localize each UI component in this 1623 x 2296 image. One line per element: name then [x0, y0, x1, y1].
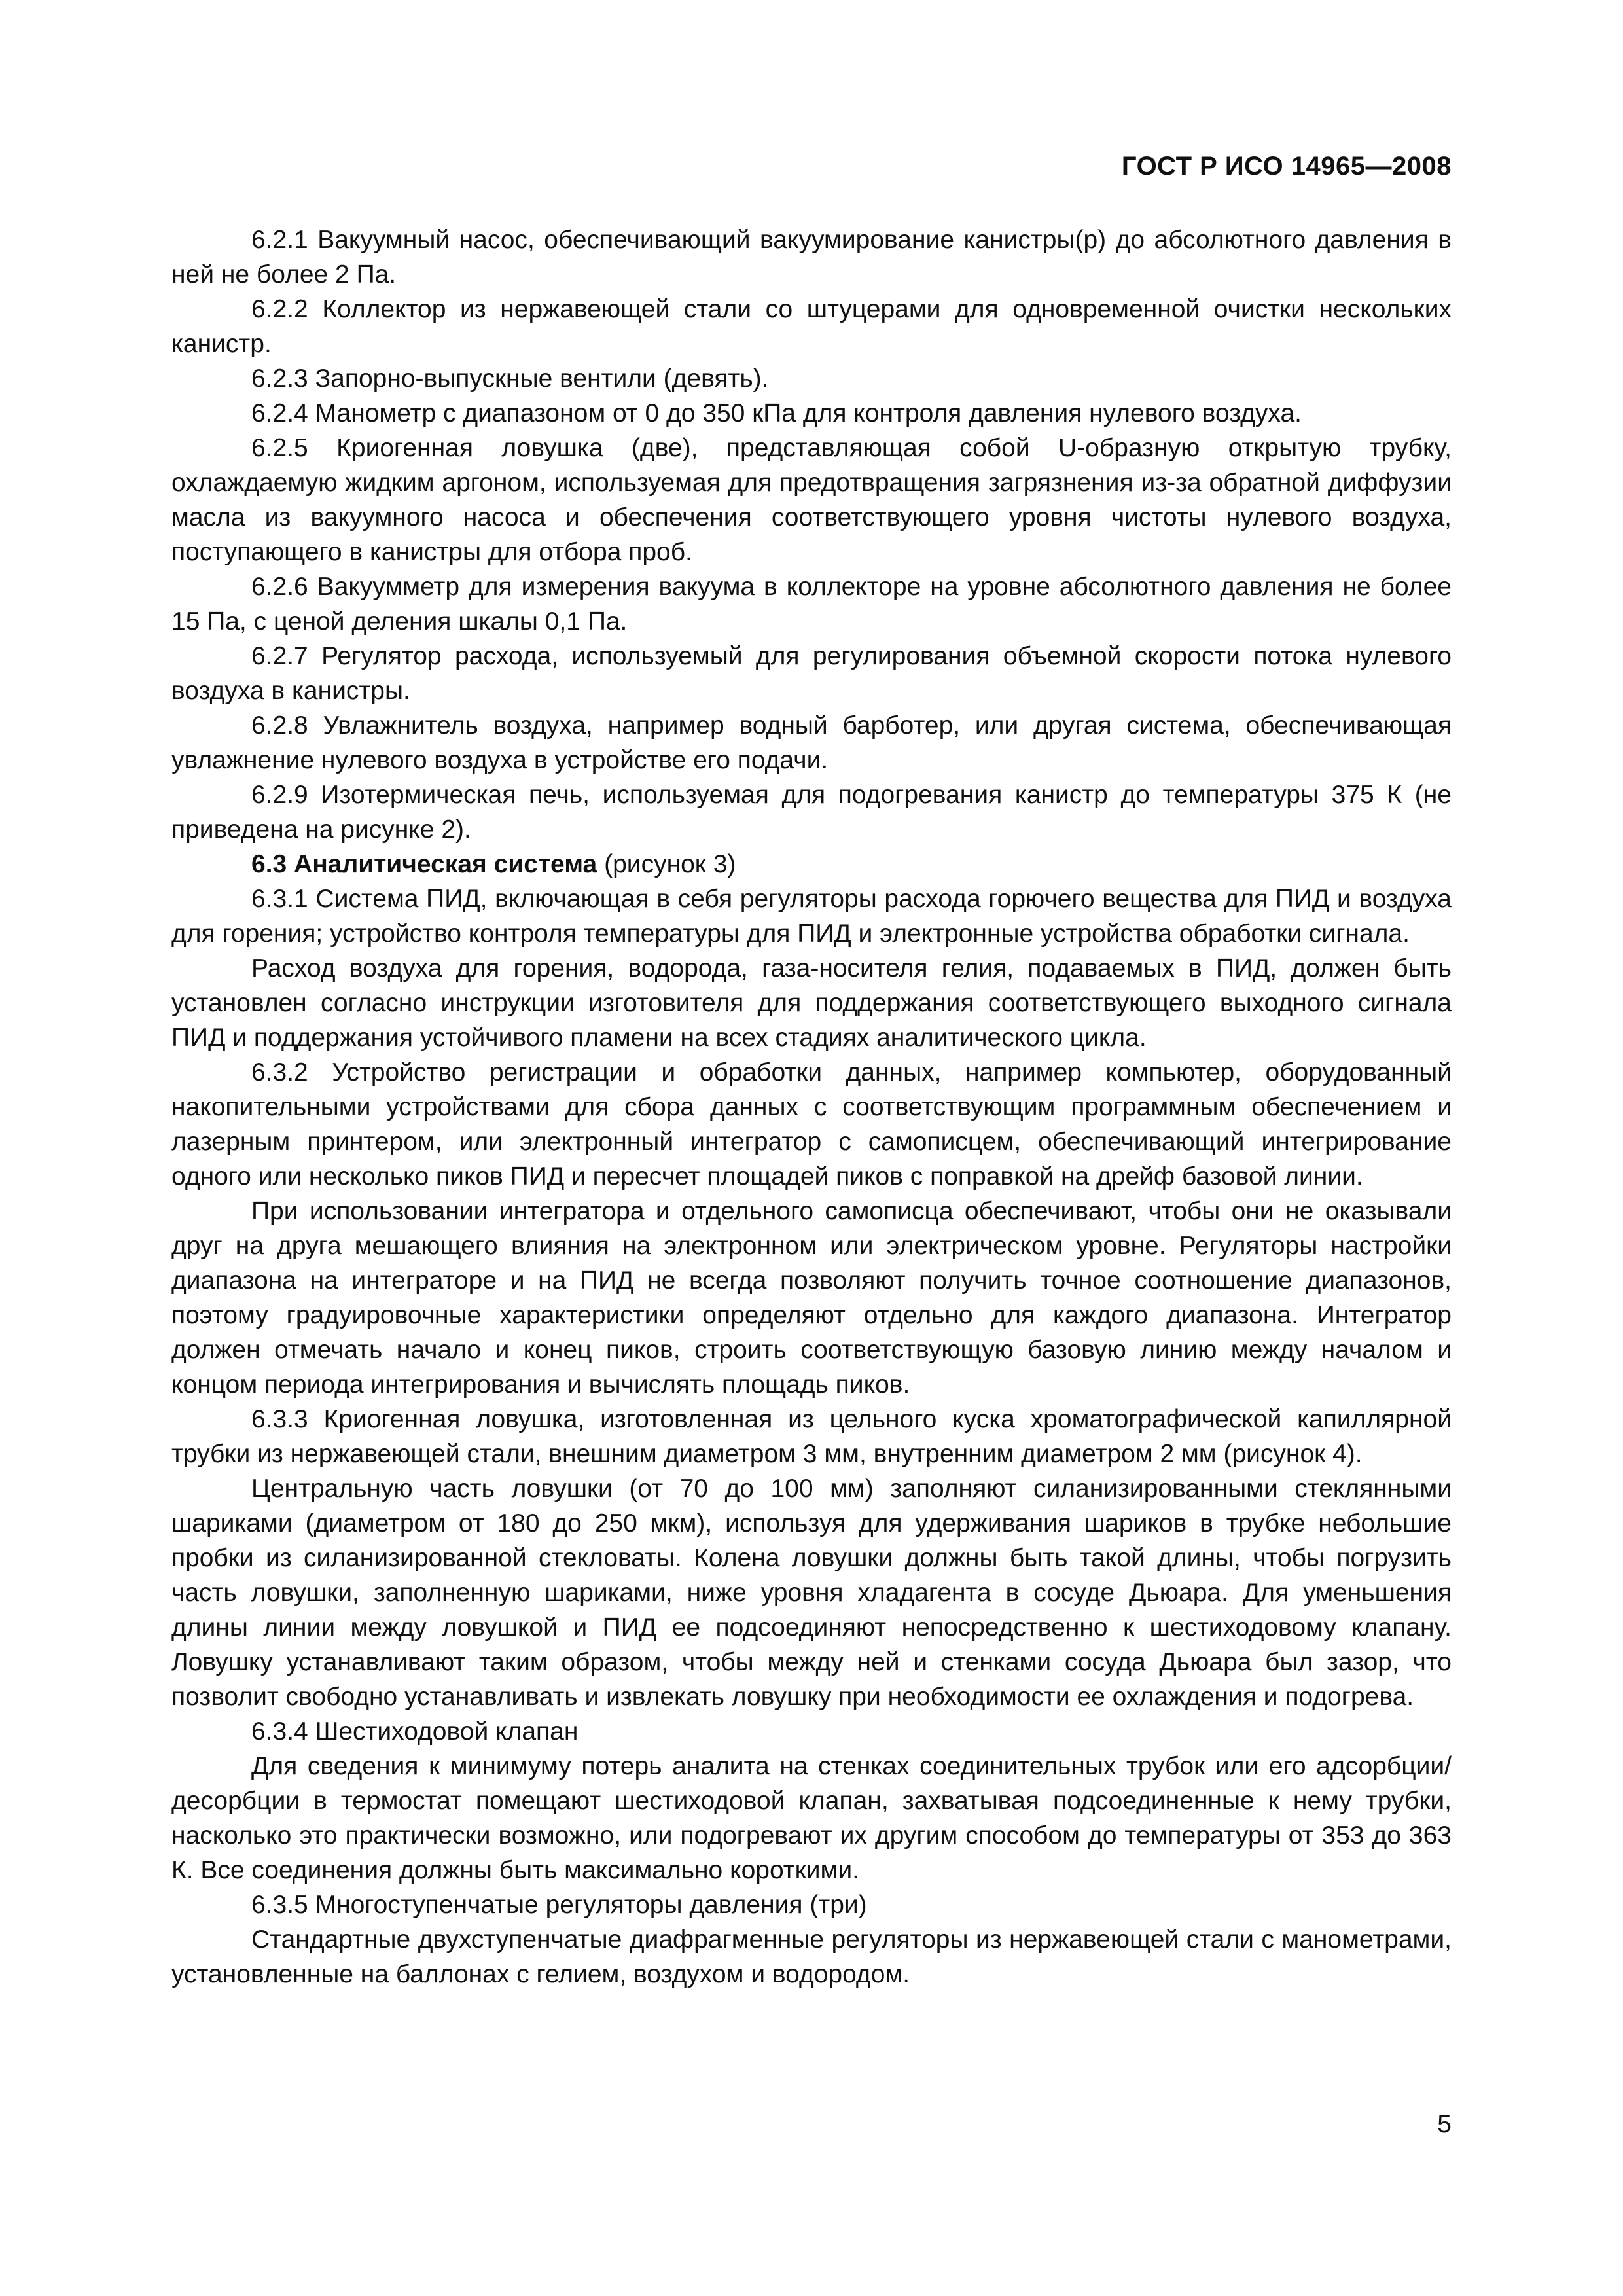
section-heading-bold: 6.3 Аналитическая система: [251, 850, 597, 878]
section-heading-6-3: [171, 847, 1452, 882]
paragraph-6-2-9: 6.2.9 Изотермическая печь, используемая для подогревания канистр до температуры 375 К (не приведена на рисунке 2).: [171, 781, 1452, 844]
paragraph-6-2-4: 6.2.4 Манометр с диапазоном от 0 до 350 кПа для контроля давления нулевого воздуха.: [251, 399, 1302, 427]
page-number: 5: [1437, 2110, 1452, 2138]
paragraph-6-2-3: 6.2.3 Запорно-выпускные вентили (девять).: [251, 365, 769, 393]
paragraph-regulators: Стандартные двухступенчатые диафрагменные регуляторы из нержавеющей стали с манометрами, установленные на баллонах с гелием, воздухом и водородом.: [171, 1926, 1452, 1988]
paragraph-6-3-1: 6.3.1 Система ПИД, включающая в себя регуляторы расхода горючего вещества для ПИД и воздуха для горения; устройство контроля температуры для ПИД и электронные устройства обработки сигнала.: [171, 885, 1452, 948]
paragraph-6-3-4: 6.3.4 Шестиходовой клапан: [251, 1717, 579, 1746]
paragraph-6-2-7: 6.2.7 Регулятор расхода, используемый для регулирования объемной скорости потока нулевого воздуха в канистры.: [171, 642, 1452, 705]
section-heading-rest: (рисунок 3): [597, 850, 736, 878]
paragraph-6-2-8: 6.2.8 Увлажнитель воздуха, например водный барботер, или другая система, обеспечивающая увлажнение нулевого воздуха в устройстве его подачи.: [171, 711, 1452, 774]
document-body: [171, 223, 1452, 1992]
paragraph-6-2-1: 6.2.1 Вакуумный насос, обеспечивающий вакуумирование канистры(р) до абсолютного давления в ней не более 2 Па.: [171, 226, 1452, 289]
paragraph-integrator: При использовании интегратора и отдельного самописца обеспечивают, чтобы они не оказывали друг на друга мешающего влияния на электронном или электрическом уровне. Регуляторы настройки диапазона на интеграторе и на ПИД не всегда позволяют получить точное соотношение диапазонов, поэтому градуировочные характеристики определяют отдельно для каждого диапазона. Интегратор должен отмечать начало и конец пиков, строить соответствующую базовую линию между началом и концом периода интегрирования и вычислять площадь пиков.: [171, 1197, 1452, 1399]
paragraph-6-3-3: 6.3.3 Криогенная ловушка, изготовленная из цельного куска хроматографической капиллярной трубки из нержавеющей стали, внешним диаметром 3 мм, внутренним диаметром 2 мм (рисунок 4).: [171, 1405, 1452, 1468]
paragraph-six-way-valve: Для сведения к минимуму потерь аналита на стенках соединительных трубок или его адсорбции/десорбции в термостат помещают шестиходовой клапан, захватывая подсоединенные к нему трубки, насколько это практически возможно, или подогревают их другим способом до температуры от 353 до 363 К. Все соединения должны быть максимально короткими.: [171, 1752, 1452, 1884]
document-header: ГОСТ Р ИСО 14965—2008: [1121, 152, 1452, 181]
paragraph-trap-center: Центральную часть ловушки (от 70 до 100 мм) заполняют силанизированными стеклянными шариками (диаметром от 180 до 250 мкм), используя для удерживания шариков в трубке небольшие пробки из силанизированной стекловаты. Колена ловушки должны быть такой длины, чтобы погрузить часть ловушки, заполненную шариками, ниже уровня хладагента в сосуде Дьюара. Для уменьшения длины линии между ловушкой и ПИД ее подсоединяют непосредственно к шестиходовому клапану. Ловушку устанавливают таким образом, чтобы между ней и стенками сосуда Дьюара был зазор, что позволит свободно устанавливать и извлекать ловушку при необходимости ее охлаждения и подогрева.: [171, 1475, 1452, 1711]
paragraph-6-2-6: 6.2.6 Вакуумметр для измерения вакуума в коллекторе на уровне абсолютного давления не более 15 Па, с ценой деления шкалы 0,1 Па.: [171, 573, 1452, 636]
paragraph-6-2-5: 6.2.5 Криогенная ловушка (две), представляющая собой U-образную открытую трубку, охлаждаемую жидким аргоном, используемая для предотвращения загрязнения из-за обратной диффузии масла из вакуумного насоса и обеспечения соответствующего уровня чистоты нулевого воздуха, поступающего в канистры для отбора проб.: [171, 434, 1452, 566]
paragraph-6-3-2: 6.3.2 Устройство регистрации и обработки данных, например компьютер, оборудованный накопительными устройствами для сбора данных с соответствующим программным обеспечением и лазерным принтером, или электронный интегратор с самописцем, обеспечивающий интегрирование одного или несколько пиков ПИД и пересчет площадей пиков с поправкой на дрейф базовой линии.: [171, 1058, 1452, 1191]
paragraph-6-2-2: 6.2.2 Коллектор из нержавеющей стали со штуцерами для одновременной очистки нескольких канистр.: [171, 295, 1452, 358]
paragraph-6-3-5: 6.3.5 Многоступенчатые регуляторы давления (три): [251, 1891, 867, 1919]
paragraph-combustion-air: Расход воздуха для горения, водорода, газа-носителя гелия, подаваемых в ПИД, должен быть установлен согласно инструкции изготовителя для поддержания соответствующего выходного сигнала ПИД и поддержания устойчивого пламени на всех стадиях аналитического цикла.: [171, 954, 1452, 1052]
